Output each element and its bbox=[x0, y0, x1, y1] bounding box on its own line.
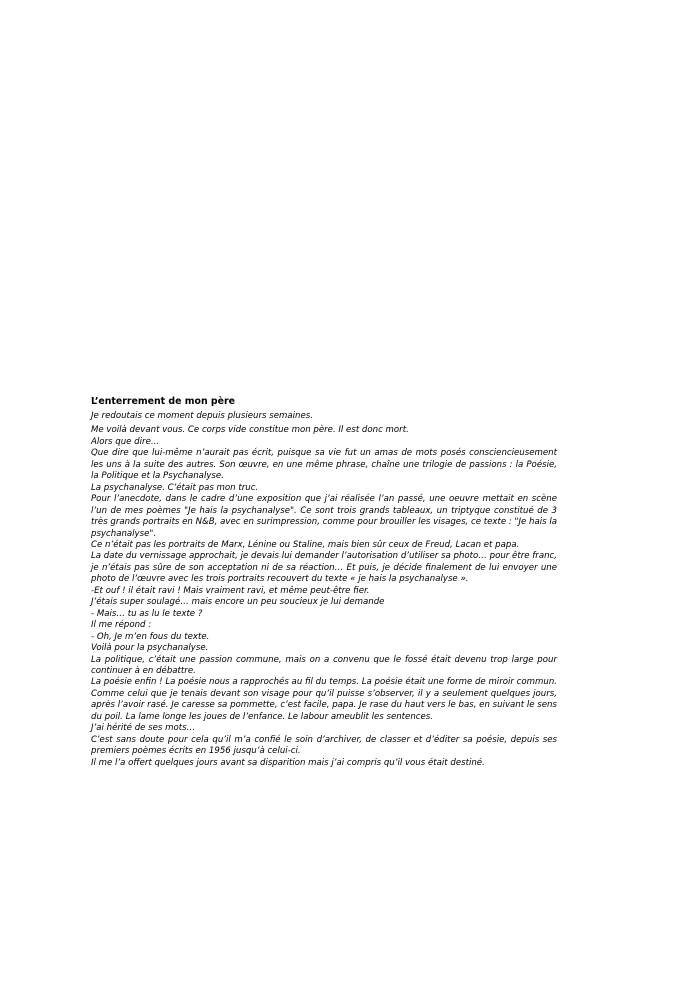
paragraph: C’est sans doute pour cela qu’il m’a confié le soin d’archiver, de classer et d’éditer sa poésie, depuis ses premiers poèmes écrits en 1956 jusqu’à celui-ci. bbox=[91, 734, 557, 757]
paragraph: - Mais… tu as lu le texte ? bbox=[91, 608, 203, 619]
paragraph: Que dire que lui-même n’aurait pas écrit, puisque sa vie fut un amas de mots posés consciencieusement les uns à la suite des autres. Son œuvre, en une même phrase, chaîne une trilogie de passions : la Poésie, la Politique et la Psychanalyse. bbox=[91, 448, 557, 482]
paragraph: Me voilà devant vous. Ce corps vide constitue mon père. Il est donc mort. bbox=[91, 425, 409, 436]
paragraph: J’étais super soulagé… mais encore un peu soucieux je lui demande bbox=[91, 597, 385, 608]
paragraph: La psychanalyse. C’était pas mon truc. bbox=[91, 482, 259, 493]
paragraph: La politique, c’était une passion commune, mais on a convenu que le fossé était devenu trop large pour continuer à en débattre. bbox=[91, 654, 557, 676]
document-title: L’enterrement de mon père bbox=[91, 396, 235, 407]
paragraph: Alors que dire… bbox=[91, 436, 160, 447]
paragraph: Je redoutais ce moment depuis plusieurs semaines. bbox=[91, 411, 313, 421]
document-page bbox=[91, 396, 557, 769]
paragraph: J’ai hérité de ses mots… bbox=[91, 723, 196, 734]
paragraph: Pour l’anecdote, dans le cadre d’une exposition que j’ai réalisée l’an passé, une oeuvre mettait en scène l’un de mes poèmes "Je hais la psychanalyse". Ce sont trois grands tableaux, un triptyque constitué de 3 très grands portraits en N&B, avec en surimpression, comme pour brouiller les visages, ce texte : "Je hais la psychanalyse". bbox=[91, 494, 557, 539]
paragraph: La poésie enfin ! La poésie nous a rapprochés au fil du temps. La poésie était une forme de miroir commun. Comme celui que je tenais devant son visage pour qu’il puisse s’observer, il y a seulement quelques jours, après l’avoir rasé. Je caresse sa pommette, c’est facile, papa. Je rase du haut vers le bas, en suivant le sens du poil. La lame longe les joues de l’enfance. Le labour ameublit les sentences. bbox=[91, 677, 557, 722]
paragraph: -Et ouf ! il était ravi ! Mais vraiment ravi, et même peut-être fier. bbox=[91, 585, 370, 596]
paragraph: Voilà pour la psychanalyse. bbox=[91, 643, 209, 654]
paragraph: Il me répond : bbox=[91, 620, 152, 631]
paragraph: La date du vernissage approchait, je devais lui demander l’autorisation d’utiliser sa photo… pour être franc, je n’étais pas sûre de son acceptation ni de sa réaction… Et puis, je décide finalement de lui envoyer une photo de l’œuvre avec les trois portraits recouvert du texte « je hais la psychanalyse ». bbox=[91, 551, 557, 585]
paragraph: Il me l’a offert quelques jours avant sa disparition mais j’ai compris qu’il vous était destiné. bbox=[91, 757, 485, 768]
paragraph: - Oh, Je m’en fous du texte. bbox=[91, 631, 210, 642]
paragraph: Ce n’était pas les portraits de Marx, Lénine ou Staline, mais bien sûr ceux de Freud, Lacan et papa. bbox=[91, 539, 520, 550]
